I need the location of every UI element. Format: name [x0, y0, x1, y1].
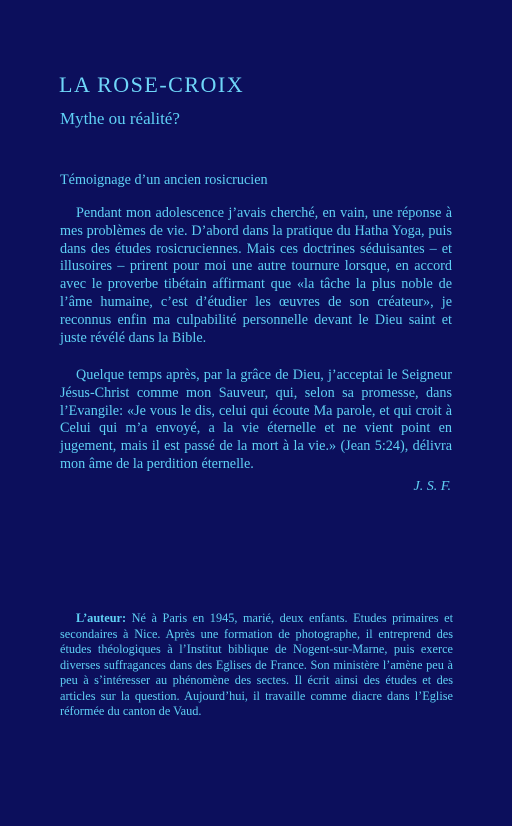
testimony-heading: Témoignage d’un ancien rosicrucien — [60, 172, 268, 188]
book-subtitle: Mythe ou réalité? — [60, 109, 180, 128]
testimony-paragraph-1: Pendant mon adolescence j’avais cherché, en vain, une réponse à mes problèmes de vie. D’abord dans la pratique du Hatha Yoga, puis dans des études rosicruciennes. Mais ces doctrines séduisantes – et illusoires – prirent pour moi une autre tournure lorsque, en accord avec le proverbe tibétain affirmant que «la tâche la plus noble de l’âme humaine, c’est d’étudier les œuvres de son créateur», je reconnus enfin ma culpabilité personnelle devant le Dieu saint et juste révélé dans la Bible. — [60, 205, 452, 346]
signature: J. S. F. — [413, 479, 451, 494]
testimony-paragraph-2: Quelque temps après, par la grâce de Dieu, j’acceptai le Seigneur Jésus-Christ comme mon Sauveur, qui, selon sa promesse, dans l’Evangile: «Je vous le dis, celui qui écoute Ma parole, et qui croit à Celui qui m’a envoyé, a la vie éternelle et ne vient point en jugement, mais il est passé de la mort à la vie.» (Jean 5:24), délivra mon âme de la perdition éternelle. — [60, 367, 452, 472]
author-label: L’auteur: — [76, 611, 127, 625]
author-text: Né à Paris en 1945, marié, deux enfants. Etudes primaires et secondaires à Nice. Après une formation de photographe, il entreprend des études théologiques à l’Institut biblique de Nogent-sur-Marne, puis exerce diverses suffragances dans des Eglises de France. Son ministère l’amène peu à peu à s’intéresser au phénomène des sectes. Il écrit ainsi des études et des articles sur la question. Aujourd’hui, il travaille comme diacre dans l’Eglise réformée du canton de Vaud. — [60, 611, 453, 718]
book-title: LA ROSE-CROIX — [59, 72, 245, 97]
author-bio — [60, 611, 453, 720]
